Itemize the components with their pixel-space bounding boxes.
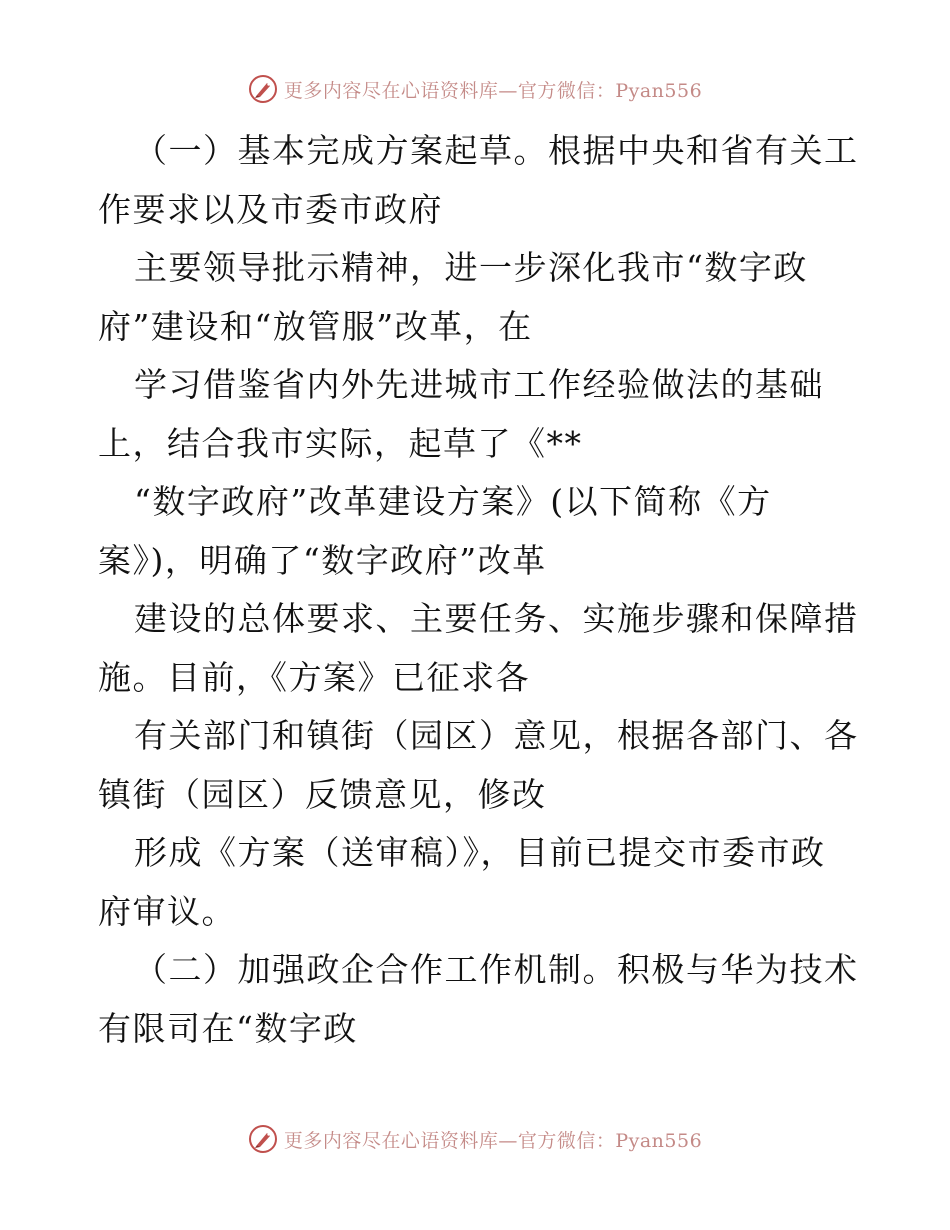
text-line: （二）加强政企合作工作机制。积极与华为技术	[134, 950, 859, 989]
text-line: “数字政府”改革建设方案》(以下简称《方	[134, 482, 772, 521]
text-line: 上，结合我市实际，起草了《**	[98, 423, 583, 463]
watermark-text: 更多内容尽在心语资料库—官方微信：Pyan556	[283, 1129, 703, 1152]
text-line: 府审议。	[98, 891, 236, 931]
text-line: 施。目前，《方案》已征求各	[98, 657, 530, 697]
text-line: 学习借鉴省内外先进城市工作经验做法的基础	[134, 365, 824, 404]
watermark-header	[0, 71, 950, 107]
text-line: 建设的总体要求、主要任务、实施步骤和保障措	[134, 599, 859, 638]
text-line: 主要领导批示精神，进一步深化我市“数字政	[134, 248, 808, 287]
text-line: 形成《方案（送审稿）》，目前已提交市委市政	[134, 833, 826, 872]
watermark-text: 更多内容尽在心语资料库—官方微信：Pyan556	[283, 79, 703, 102]
pen-nib-logo-icon	[248, 74, 278, 104]
text-line: 镇街（园区）反馈意见，修改	[98, 774, 547, 814]
text-line: 有限司在“数字政	[98, 1008, 358, 1048]
text-line: （一）基本完成方案起草。根据中央和省有关工	[134, 131, 859, 170]
watermark-footer	[0, 1121, 950, 1157]
pen-nib-logo-icon	[248, 1124, 278, 1154]
document-body	[98, 122, 858, 1058]
text-line: 案》)，明确了“数字政府”改革	[98, 540, 547, 580]
text-line: 府”建设和“放管服”改革，在	[98, 306, 533, 346]
text-line: 有关部门和镇街（园区）意见，根据各部门、各	[134, 716, 859, 755]
text-line: 作要求以及市委市政府	[98, 189, 443, 229]
